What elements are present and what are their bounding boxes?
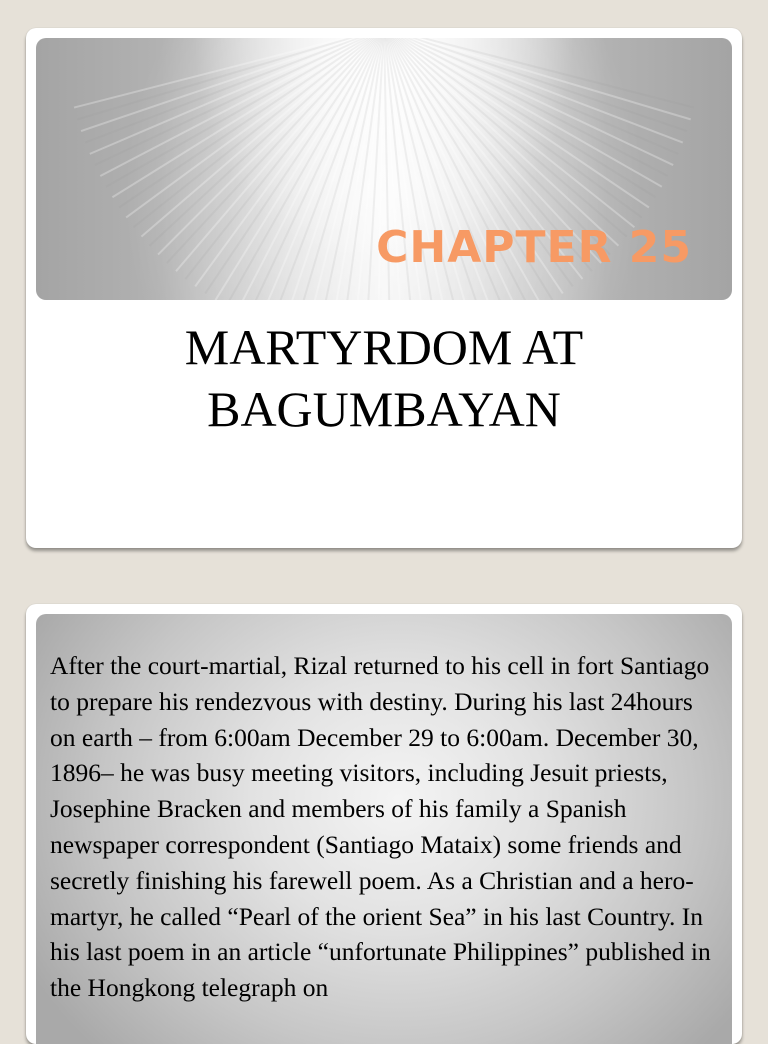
content-panel: [36, 614, 732, 1044]
slide-title: [26, 316, 742, 440]
title-banner: [36, 38, 732, 300]
content-slide: [26, 604, 742, 1044]
slide-title-line-1: MARTYRDOM AT: [184, 319, 584, 375]
body-paragraph: After the court-martial, Rizal returned to his cell in fort Santiago to prepare his rendezvous with destiny. During his last 24hours on earth – from 6:00am December 29 to 6:00am. December 30, 1896– he was busy meeting visitors, including Jesuit priests, Josephine Bracken and members of his family a Spanish newspaper correspondent (Santiago Mataix) some friends and secretly finishing his farewell poem. As a Christian and a hero-martyr, he called “Pearl of the orient Sea” in his last Country. In his last poem in an article “unfortunate Philippines” published in the Hongkong telegraph on: [50, 651, 711, 1003]
slide-title-line-2: BAGUMBAYAN: [207, 381, 561, 437]
chapter-heading: CHAPTER 25: [376, 222, 692, 273]
title-slide: [26, 28, 742, 548]
